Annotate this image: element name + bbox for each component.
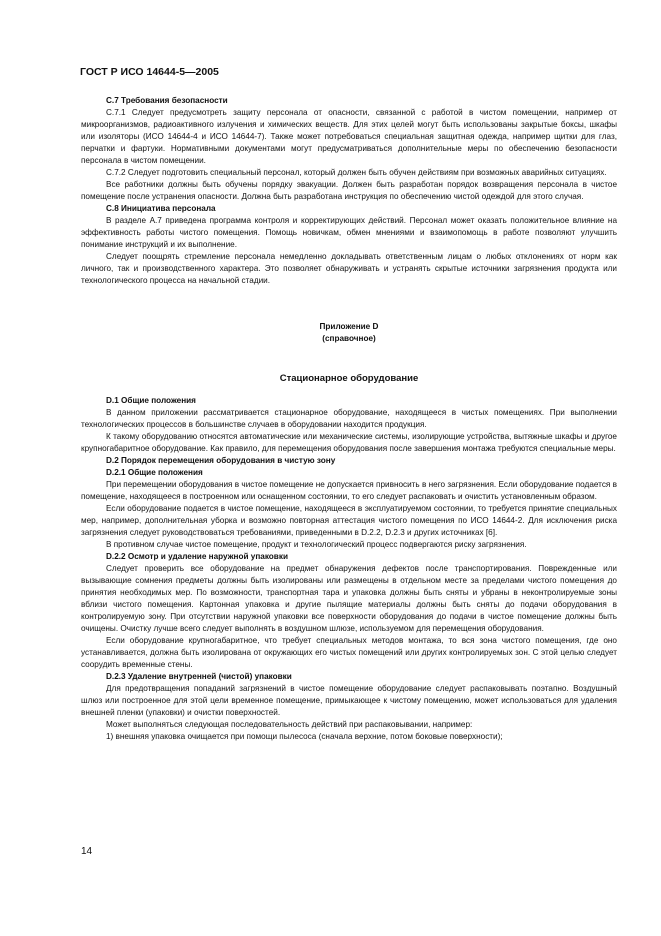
paragraph-d2-3-1: Для предотвращения попаданий загрязнений в чистое помещение оборудование следует распаковывать поэтапно. Воздушный шлюз или построенное для этой цели временное помещение, примыкающее к чистому помещению, может использоваться для удаления внешней пленки (упаковки) и очистки поверхностей.	[81, 684, 617, 717]
page-number: 14	[81, 846, 93, 857]
paragraph-c7-1: С.7.1 Следует предусмотреть защиту персонала от опасности, связанной с работой в чистом помещении, например от микроорганизмов, радиоактивного излучения и химических веществ. Для этих целей могут быть использованы закрытые боксы, шкафы или изоляторы (ИСО 14644-4 и ИСО 14644-7). Также может потребоваться специальная защитная одежда, например щитки для глаз, перчатки и фартуки. Нормативными документами могут предусматриваться дополнительные меры по обеспечению безопасности персонала в чистом помещении.	[81, 108, 617, 165]
annex-status: (справочное)	[322, 334, 376, 343]
paragraph-c8-1: В разделе А.7 приведена программа контроля и корректирующих действий. Персонал может оказать положительное влияние на эффективность работы чистого помещения. Помощь новичкам, обмен мнениями и взаимопомощь в работе позволяют улучшить понимание инструкций и их выполнение.	[81, 216, 617, 249]
paragraph-d2-3-3: 1) внешняя упаковка очищается при помощи пылесоса (сначала верхние, потом боковые поверхности);	[106, 732, 503, 741]
paragraph-c8-2: Следует поощрять стремление персонала немедленно докладывать ответственным лицам о любых отклонениях от норм как личного, так и производственного характера. Это позволяет обнаруживать и устранять скрытые источники загрязнения продукта или технологического процесса на начальной стадии.	[81, 252, 617, 285]
section-d2-3-heading: D.2.3 Удаление внутренней (чистой) упаковки	[106, 672, 292, 681]
section-d2-1-heading: D.2.1 Общие положения	[106, 468, 203, 477]
document-body	[81, 95, 617, 743]
paragraph-d1-2: К такому оборудованию относятся автоматические или механические системы, изолирующие устройства, вытяжные шкафы и другое крупногабаритное оборудование. Как правило, для перемещения оборудования после завершения монтажа требуются специальные меры.	[81, 432, 617, 453]
document-header: ГОСТ Р ИСО 14644-5—2005	[80, 66, 219, 78]
paragraph-d2-3-2: Может выполняться следующая последовательность действий при распаковывании, например:	[106, 720, 473, 729]
paragraph-d2-1-2: Если оборудование подается в чистое помещение, находящееся в эксплуатируемом состоянии, то требуется принятие специальных мер, например, дополнительная уборка и возможно повторная аттестация чистого помещения по ИСО 14644-2. Для исключения риска загрязнения следует руководствоваться требованиями, приведенными в D.2.2, D.2.3 и других источниках [6].	[81, 504, 617, 537]
annex-label: Приложение D	[319, 322, 379, 331]
paragraph-d2-1-3: В противном случае чистое помещение, продукт и технологический процесс подвергаются риску загрязнения.	[106, 540, 527, 549]
paragraph-d2-2-1: Следует проверить все оборудование на предмет обнаружения дефектов после транспортирования. Поврежденные или вызывающие сомнения предметы должны быть изолированы или размещены в отдельном месте за пределами чистого помещения до принятия необходимых мер. По возможности, транспортная тара и упаковка должны быть сняты и убраны в неконтролируемые зоны вблизи чистого помещения. Картонная упаковка и другие пылящие материалы должны быть сняты до подачи оборудования в контролируемую зону. При отсутствии наружной упаковки все поверхности оборудования до подачи в чистое помещение должны быть очищены. Очистку лучше всего следует выполнять в воздушном шлюзе, используемом для перемещения оборудования.	[81, 564, 617, 633]
paragraph-c7-3: Все работники должны быть обучены порядку эвакуации. Должен быть разработан порядок возвращения персонала в чистое помещение после устранения опасности. Должна быть разработана инструкция по обеспечению чистой одеждой для этого случая.	[81, 180, 617, 201]
paragraph-d2-2-2: Если оборудование крупногабаритное, что требует специальных методов монтажа, то вся зона чистого помещения, где оно устанавливается, должна быть изолирована от окружающих его чистых помещений или других контролируемых зон. С этой целью следует соорудить временные стены.	[81, 636, 617, 669]
section-c7-heading: С.7 Требования безопасности	[106, 96, 228, 105]
paragraph-d1-1: В данном приложении рассматривается стационарное оборудование, находящееся в чистых помещениях. При выполнении технологических процессов в большинстве случаев в оборудовании находится продукция.	[81, 408, 617, 429]
annex-title: Стационарное оборудование	[279, 373, 419, 384]
section-d2-heading: D.2 Порядок перемещения оборудования в чистую зону	[106, 456, 336, 465]
paragraph-c7-2: С.7.2 Следует подготовить специальный персонал, который должен быть обучен действиям при возможных аварийных ситуациях.	[106, 168, 607, 177]
section-c8-heading: С.8 Инициатива персонала	[106, 204, 216, 213]
section-d1-heading: D.1 Общие положения	[106, 396, 196, 405]
paragraph-d2-1-1: При перемещении оборудования в чистое помещение не допускается привносить в него загрязнения. Если оборудование подается в помещение, находящееся в построенном или оснащенном состоянии, то его следует распаковать и очистить установленным образом.	[81, 480, 617, 501]
section-d2-2-heading: D.2.2 Осмотр и удаление наружной упаковки	[106, 552, 288, 561]
